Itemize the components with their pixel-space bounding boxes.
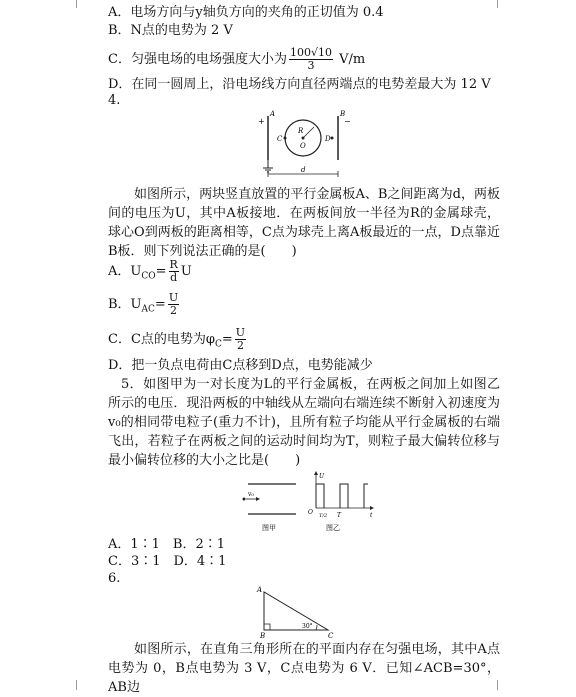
page-corner-mark — [497, 0, 508, 8]
question-6-stem: 如图所示，在直角三角形所在的平面内存在匀强电场，其中A点电势为 0，B点电势为 3 V，C点电势为 6 V．已知∠ACB=30°，AB边 — [108, 642, 500, 695]
q5-options-row-2: C．3∶1 D．4∶1 — [108, 554, 227, 569]
fraction — [289, 47, 333, 72]
figure-jia-caption: 图甲 — [262, 524, 276, 532]
option-d: D．在同一圆周上，沿电场线方向直径两端点的电势差最大为 12 V — [108, 77, 491, 92]
page-corner-mark — [66, 680, 77, 690]
tick-half-period: T/2 — [319, 513, 328, 519]
figure-yi-caption: 图乙 — [326, 524, 340, 532]
tick-period: T — [337, 512, 342, 519]
option-text: C．C点的电势为φ — [108, 332, 215, 347]
q4-option-d: D．把一负点电荷由C点移到D点，电势能减少 — [108, 358, 373, 373]
q5-options-row-1: A．1∶1 B．2∶1 — [108, 537, 226, 552]
fraction — [235, 327, 246, 352]
subscript: C — [215, 339, 222, 350]
label-b: B — [340, 110, 346, 118]
figure-jia — [234, 478, 316, 534]
axis-origin-label: O — [308, 509, 313, 516]
question-4-stem: 如图所示，两块竖直放置的平行金属板A、B之间距离为d，两板间的电压为U，其中A板接地．在两板间放一半径为R的金属球壳，球心O到两板的距离相等，C点为球壳上离A板最近的一点，D点靠近B板．则下列说法正确的是( ) — [108, 187, 500, 259]
page-corner-mark — [66, 0, 77, 8]
minus-sign: − — [344, 117, 351, 126]
label-o: O — [300, 142, 306, 150]
parallel-plates-figure — [252, 108, 360, 180]
label-c: C — [328, 632, 334, 638]
option-c — [108, 44, 365, 76]
option-a: A．电场方向与y轴负方向的夹角的正切值为 0.4 — [108, 5, 384, 20]
label-a: A — [270, 110, 276, 118]
fraction-denominator: 2 — [169, 304, 177, 317]
fraction-numerator: U — [168, 291, 179, 304]
label-r: R — [298, 127, 304, 135]
label-a: A — [257, 586, 263, 594]
fraction — [169, 259, 179, 284]
option-text: A．U — [108, 264, 142, 279]
fraction-denominator: d — [170, 271, 178, 284]
fraction-numerator: R — [169, 258, 178, 271]
question-number: 6. — [108, 571, 121, 586]
question-number: 4. — [108, 93, 121, 108]
figure-yi-voltage-graph — [306, 470, 376, 536]
axis-t-label: t — [370, 512, 373, 519]
label-c: C — [277, 135, 283, 143]
option-c-unit: V/m — [334, 52, 366, 67]
fraction-numerator: 100√10 — [289, 46, 332, 59]
subscript: CO — [141, 271, 156, 282]
q4-option-c — [108, 326, 248, 359]
right-triangle-figure — [254, 584, 338, 638]
fraction-denominator: 2 — [236, 339, 244, 352]
fraction-numerator: U — [235, 326, 246, 339]
equals: = — [154, 297, 166, 312]
option-c-text: C．匀强电场的电场强度大小为 — [108, 52, 287, 67]
label-distance-d: d — [301, 166, 306, 174]
plus-sign: + — [258, 117, 265, 126]
equals: = — [221, 332, 233, 347]
label-b: B — [260, 632, 266, 638]
axis-u-label: U — [319, 473, 325, 480]
velocity-label: v₀ — [248, 491, 254, 498]
subscript: AC — [141, 304, 155, 315]
option-text: U — [180, 264, 192, 279]
question-5-stem: 5．如图甲为一对长度为L的平行金属板，在两板之间加上如图乙所示的电压．现沿两板的中轴线从左端向右端连续不断射入初速度为v₀的相同带电粒子(重力不计)，且所有粒子均能从平行金属板的右端飞出，若粒子在两板之间的运动时间均为T，则粒子最大偏转位移与最小偏转位移的大小之比是( ) — [108, 377, 500, 468]
equals: = — [155, 264, 167, 279]
fraction — [168, 292, 179, 317]
q4-option-b — [108, 291, 181, 324]
angle-label: 30° — [302, 623, 313, 630]
q4-option-a — [108, 258, 192, 291]
option-text: B．U — [108, 297, 142, 312]
fraction-denominator: 3 — [307, 59, 315, 72]
option-b: B．N点的电势为 2 V — [108, 23, 233, 38]
label-d: D — [325, 135, 331, 143]
